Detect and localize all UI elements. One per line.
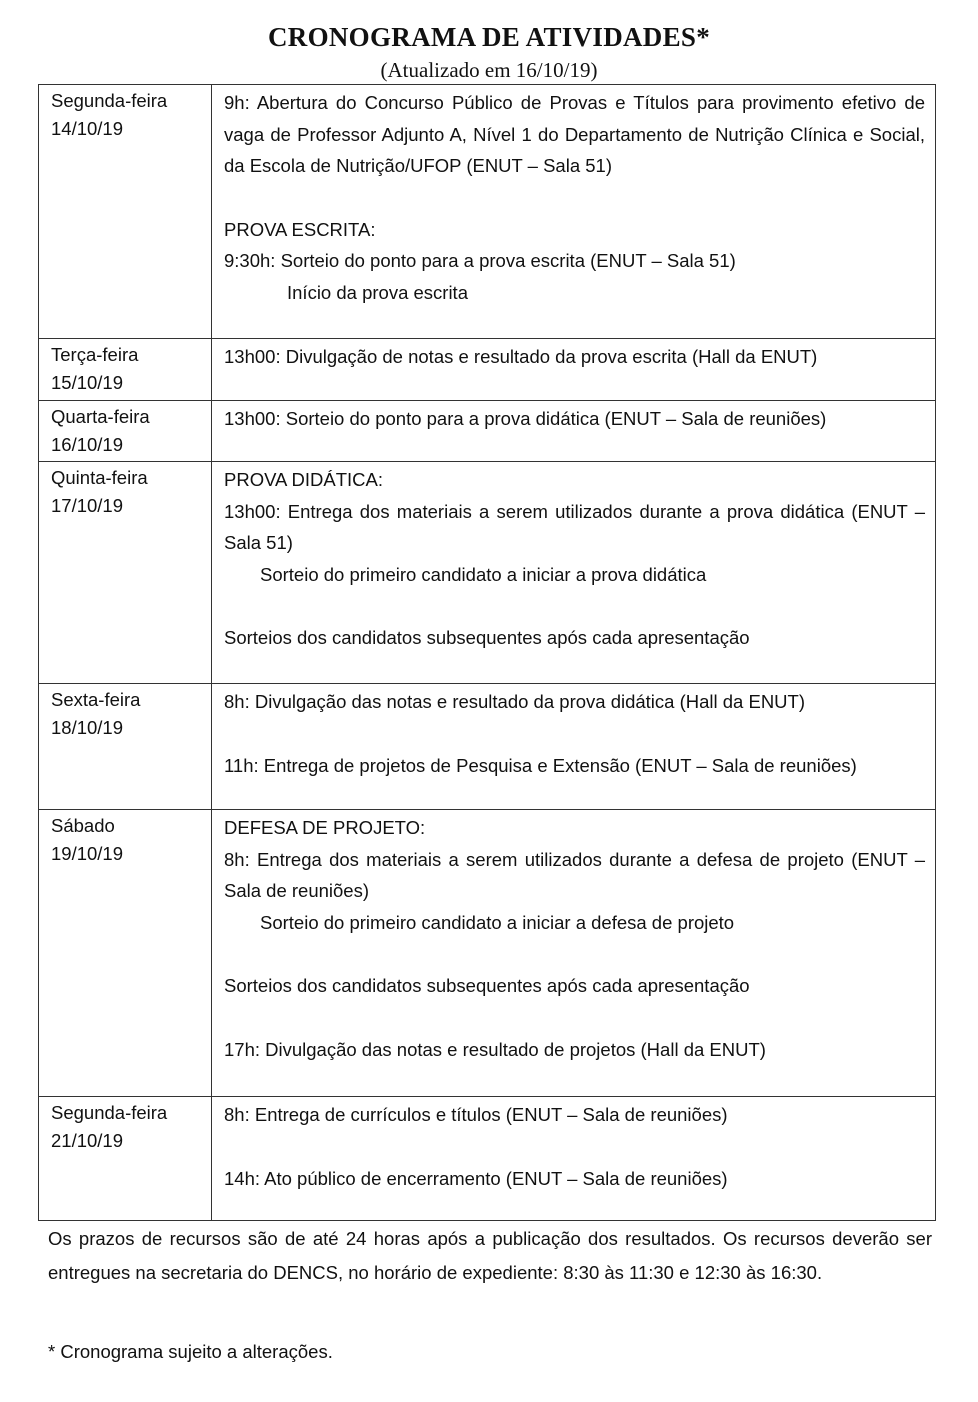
activity-line: 13h00: Divulgação de notas e resultado da prova escrita (Hall da ENUT) — [224, 346, 818, 367]
section-heading: PROVA ESCRITA: — [224, 218, 376, 240]
day-cell — [39, 339, 212, 401]
date: 14/10/19 — [51, 118, 124, 139]
date: 15/10/19 — [51, 372, 124, 393]
section-heading: PROVA DIDÁTICA: — [224, 469, 383, 490]
day-cell — [39, 810, 212, 1097]
activity-line: 11h: Entrega de projetos de Pesquisa e Extensão (ENUT – Sala de reuniões) — [224, 754, 857, 776]
weekday: Sexta-feira — [51, 689, 141, 710]
activity-line: Sorteio do primeiro candidato a iniciar a prova didática — [260, 563, 707, 585]
activity-cell — [212, 401, 936, 462]
table-row — [39, 1097, 936, 1221]
activity-line: Início da prova escrita — [287, 281, 468, 303]
activity-line: Sorteios dos candidatos subsequentes após cada apresentação — [224, 975, 750, 996]
activity-cell — [212, 1097, 936, 1221]
table-row — [39, 810, 936, 1097]
footnote: * Cronograma sujeito a alterações. — [48, 1341, 333, 1362]
activity-line: 8h: Entrega dos materiais a serem utilizados durante a defesa de projeto (ENUT – Sala de reuniões) — [224, 848, 925, 901]
date: 16/10/19 — [51, 434, 124, 455]
table-row — [39, 85, 936, 339]
date: 19/10/19 — [51, 843, 124, 864]
activity-line: 17h: Divulgação das notas e resultado de projetos (Hall da ENUT) — [224, 1038, 766, 1060]
date: 18/10/19 — [51, 717, 124, 738]
activity-cell — [212, 85, 936, 339]
activity-cell — [212, 339, 936, 401]
activity-line: Sorteio do primeiro candidato a iniciar a defesa de projeto — [260, 911, 735, 933]
weekday: Terça-feira — [51, 344, 139, 365]
day-cell — [39, 85, 212, 339]
table-row — [39, 401, 936, 462]
weekday: Segunda-feira — [51, 1102, 168, 1123]
weekday: Quinta-feira — [51, 467, 148, 488]
date: 21/10/19 — [51, 1130, 124, 1151]
day-cell — [39, 462, 212, 684]
activity-line: 9h: Abertura do Concurso Público de Provas e Títulos para provimento efetivo de vaga de Professor Adjunto A, Nível 1 do Departamento de Nutrição Clínica e Social, da Escola de Nutrição/UFOP (ENUT – Sala 51) — [224, 92, 925, 176]
activity-line: 13h00: Entrega dos materiais a serem utilizados durante a prova didática (ENUT – Sala 51) — [224, 500, 925, 553]
activity-line: Sorteios dos candidatos subsequentes após cada apresentação — [224, 627, 750, 648]
table-row — [39, 684, 936, 810]
activity-line: 8h: Entrega de currículos e títulos (ENUT – Sala de reuniões) — [224, 1104, 728, 1125]
page-title: CRONOGRAMA DE ATIVIDADES* — [267, 22, 711, 52]
activity-line: 8h: Divulgação das notas e resultado da prova didática (Hall da ENUT) — [224, 691, 806, 712]
activity-line: 9:30h: Sorteio do ponto para a prova escrita (ENUT – Sala 51) — [224, 250, 736, 271]
date: 17/10/19 — [51, 495, 124, 516]
activity-cell — [212, 810, 936, 1097]
day-cell — [39, 401, 212, 462]
day-cell — [39, 1097, 212, 1221]
weekday: Sábado — [51, 815, 115, 836]
weekday: Segunda-feira — [51, 90, 168, 111]
table-row — [39, 462, 936, 684]
section-heading: DEFESA DE PROJETO: — [224, 817, 426, 838]
activity-line: 14h: Ato público de encerramento (ENUT – Sala de reuniões) — [224, 1167, 728, 1189]
schedule-table — [38, 84, 936, 1221]
activity-cell — [212, 684, 936, 810]
appeals-note: Os prazos de recursos são de até 24 horas após a publicação dos resultados. Os recursos deverão ser entregues na secretaria do DENCS, no horário de expediente: 8:30 às 11:30 e 12:30 às 16:30. — [48, 1228, 932, 1283]
day-cell — [39, 684, 212, 810]
page-subtitle: (Atualizado em 16/10/19) — [380, 58, 598, 82]
weekday: Quarta-feira — [51, 406, 150, 427]
activity-line: 13h00: Sorteio do ponto para a prova didática (ENUT – Sala de reuniões) — [224, 408, 827, 429]
table-row — [39, 339, 936, 401]
activity-cell — [212, 462, 936, 684]
